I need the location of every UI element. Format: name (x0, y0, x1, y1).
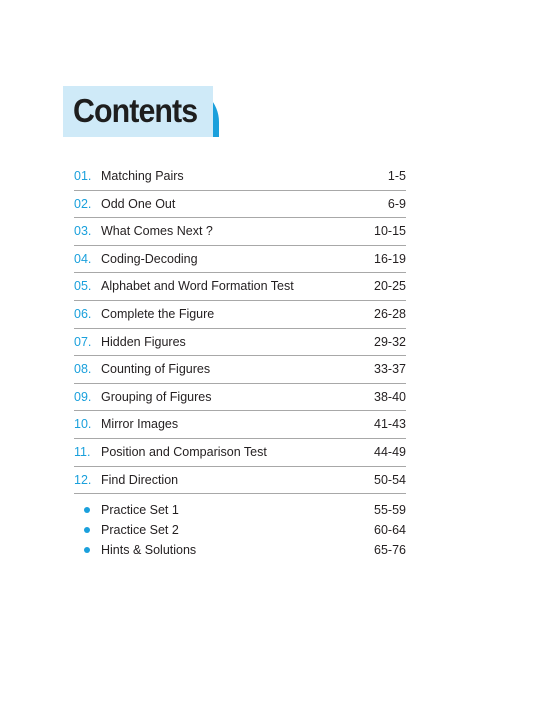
appendix-pages: 55-59 (374, 503, 406, 517)
chapter-title: Odd One Out (101, 196, 176, 211)
toc-row[interactable] (74, 301, 406, 329)
appendix-list (74, 500, 406, 560)
chapter-pages: 44-49 (374, 444, 406, 459)
chapter-number: 04. (74, 251, 92, 266)
chapter-title: Matching Pairs (101, 169, 184, 183)
chapter-title: Grouping of Figures (101, 389, 212, 404)
bullet-icon (84, 527, 90, 533)
toc-row[interactable] (74, 246, 406, 274)
chapter-pages: 29-32 (374, 334, 406, 349)
chapter-number: 09. (74, 389, 92, 404)
chapter-title: Complete the Figure (101, 306, 215, 321)
toc-row[interactable] (74, 356, 406, 384)
chapter-pages: 33-37 (374, 362, 406, 377)
appendix-pages: 60-64 (374, 523, 406, 537)
bullet-icon (84, 507, 90, 513)
chapter-number: 12. (74, 472, 92, 487)
chapter-title: Coding-Decoding (101, 251, 198, 266)
chapter-title: Alphabet and Word Formation Test (101, 279, 294, 294)
chapter-title: Counting of Figures (101, 362, 211, 377)
chapter-number: 05. (74, 279, 92, 294)
chapter-number: 01. (74, 169, 92, 183)
chapter-number: 03. (74, 224, 92, 239)
appendix-pages: 65-76 (374, 543, 406, 557)
chapter-title: Hidden Figures (101, 334, 186, 349)
chapter-title: Position and Comparison Test (101, 444, 267, 459)
chapter-title: What Comes Next ? (101, 224, 213, 239)
toc-row[interactable] (74, 411, 406, 439)
chapter-pages: 6-9 (387, 196, 406, 211)
heading-box (63, 86, 213, 137)
toc-row[interactable] (74, 218, 406, 246)
bullet-icon (84, 547, 90, 553)
toc-row[interactable] (74, 273, 406, 301)
toc-row[interactable] (74, 163, 406, 191)
chapter-number: 10. (74, 417, 92, 432)
chapter-pages: 1-5 (387, 169, 406, 183)
chapter-pages: 16-19 (374, 251, 406, 266)
appendix-title: Hints & Solutions (101, 543, 197, 557)
appendix-title: Practice Set 1 (101, 503, 179, 517)
chapter-title: Mirror Images (101, 417, 179, 432)
chapter-number: 06. (74, 306, 92, 321)
chapter-number: 11. (74, 444, 91, 459)
chapter-pages: 20-25 (374, 279, 406, 294)
appendix-item[interactable] (74, 500, 406, 520)
chapter-number: 07. (74, 334, 92, 349)
chapter-pages: 50-54 (374, 472, 406, 487)
toc-row[interactable] (74, 439, 406, 467)
chapter-pages: 10-15 (374, 224, 406, 239)
toc-row[interactable] (74, 384, 406, 412)
chapter-pages: 41-43 (374, 417, 406, 432)
page-title: Contents (73, 92, 198, 129)
table-of-contents (74, 163, 406, 494)
contents-heading (63, 86, 219, 137)
chapter-pages: 26-28 (374, 306, 406, 321)
chapter-number: 02. (74, 196, 92, 211)
toc-row[interactable] (74, 191, 406, 219)
chapter-title: Find Direction (101, 472, 179, 487)
appendix-item[interactable] (74, 540, 406, 560)
toc-row[interactable] (74, 467, 406, 495)
chapter-pages: 38-40 (374, 389, 406, 404)
appendix-item[interactable] (74, 520, 406, 540)
appendix-title: Practice Set 2 (101, 523, 179, 537)
toc-row[interactable] (74, 329, 406, 357)
chapter-number: 08. (74, 362, 92, 377)
